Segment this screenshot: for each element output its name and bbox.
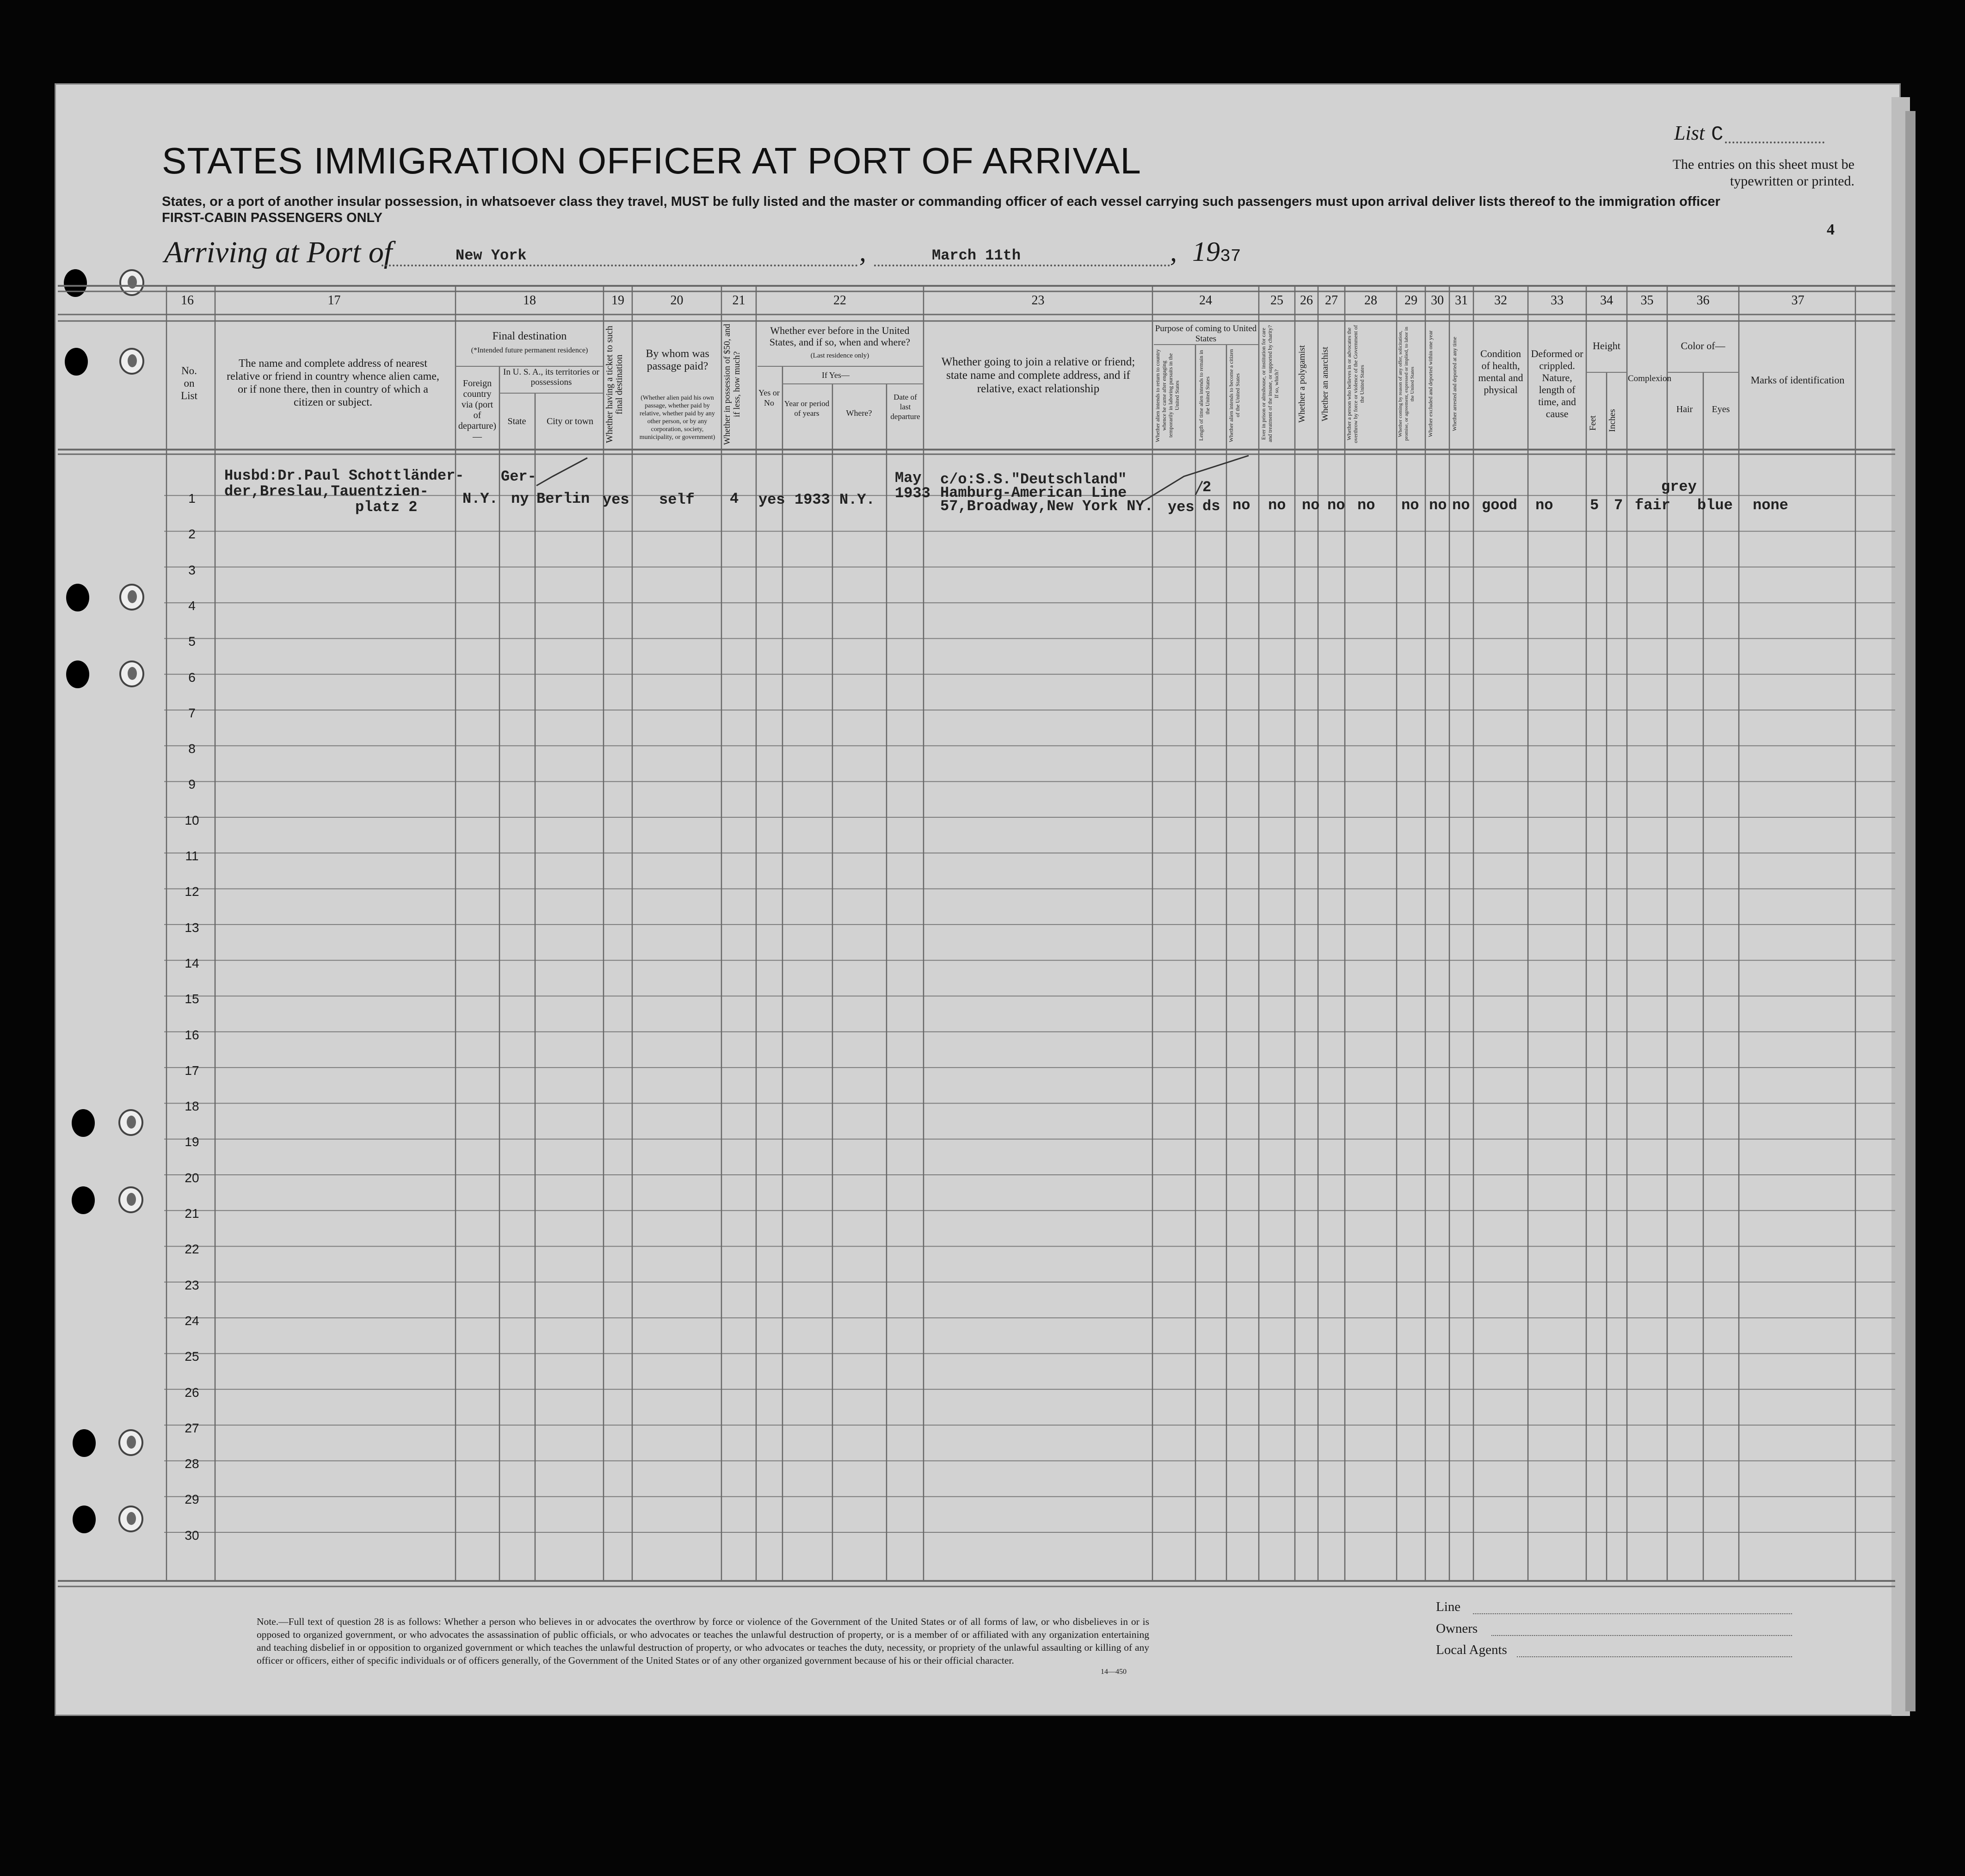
header-return-intent: Whether alien intends to return to country whence he came after engaging temporarily in laboring pursuits in the United States bbox=[1154, 349, 1180, 442]
row-number: 12 bbox=[185, 884, 199, 899]
agents-dotted-line bbox=[1517, 1656, 1792, 1657]
join-line-1: c/o:S.S."Deutschland" bbox=[940, 471, 1127, 488]
row-number: 8 bbox=[188, 741, 196, 756]
line-label: Line bbox=[1436, 1599, 1461, 1614]
join-line-2: Hamburg-American Line bbox=[940, 484, 1127, 501]
header-polygamist: Whether a polygamist bbox=[1297, 345, 1307, 423]
year-suffix: 37 bbox=[1220, 247, 1241, 266]
header-passage-note: (Whether alien paid his own passage, whether paid by relative, whether paid by any other person, or by any corporation, society, municipality, or government) bbox=[639, 395, 715, 441]
before-us-value: yes bbox=[758, 491, 785, 508]
departure-line-2: 1933 bbox=[895, 485, 930, 502]
relative-line-3: platz 2 bbox=[355, 499, 418, 516]
row-number: 28 bbox=[185, 1456, 199, 1471]
footnote: Note.—Full text of question 28 is as follows: Whether a person who believes in or advocates the overthrow by force or violence of the Government of the United States or of all forms of law, or who disbelieves in or is opposed to organized government, or who advocates the assassination of public officials, or who advocates or teaches the unlawful destruction of property, or is a member of or affiliated with any organization entertaining and teaching disbelief in or opposition to organized government or which teaches the unlawful destruction of property, or who advocates or teaches the duty, necessity, or propriety of the unlawful assaulting or killing of any officer or officers, either of specific individuals or of officers generally, of the Government of the United States or of any other organized government because of his or their official character. bbox=[257, 1616, 1149, 1666]
header-yes-or-no: Yes or No bbox=[758, 388, 780, 407]
header-excluded: Whether excluded and deported within one year bbox=[1427, 330, 1434, 438]
row-number: 10 bbox=[185, 813, 199, 827]
join-line-3: 57,Broadway,New York NY. bbox=[940, 498, 1153, 515]
header-in-usa: In U. S. A., its territories or possessions bbox=[503, 367, 599, 387]
excluded-value: no bbox=[1429, 497, 1447, 514]
column-number: 26 bbox=[1300, 293, 1313, 308]
arrival-port: New York bbox=[456, 247, 527, 264]
owners-dotted-line bbox=[1491, 1635, 1792, 1636]
header-labor-offer: Whether coming by reason of any offer, solicitation, promise, or agreement, expressed or implied, to labor in the United States bbox=[1398, 327, 1415, 441]
header-length-stay: Length of time alien intends to remain in the United States bbox=[1198, 350, 1211, 441]
column-number: 30 bbox=[1431, 293, 1444, 308]
column-number: 34 bbox=[1600, 293, 1613, 308]
feet-value: 5 bbox=[1590, 497, 1599, 514]
agents-label: Local Agents bbox=[1436, 1642, 1507, 1657]
header-anarchist: Whether an anarchist bbox=[1320, 346, 1330, 421]
row-number: 6 bbox=[188, 670, 196, 685]
header-final-destination-note: (*Intended future permanent residence) bbox=[471, 346, 588, 354]
row-number: 20 bbox=[185, 1170, 199, 1185]
ticket-value: yes bbox=[603, 491, 629, 508]
column-number: 24 bbox=[1199, 293, 1212, 308]
row-number: 16 bbox=[185, 1027, 199, 1042]
polygamist-value: no bbox=[1302, 497, 1320, 514]
row-number: 29 bbox=[185, 1492, 199, 1507]
anarchist-value: no bbox=[1327, 497, 1345, 514]
citizen-value: no bbox=[1232, 497, 1250, 514]
column-number: 21 bbox=[732, 293, 745, 308]
header-feet: Feet bbox=[1588, 415, 1598, 431]
header-before-us: Whether ever before in the United States, and if so, when and where? bbox=[769, 325, 911, 348]
row-number: 17 bbox=[185, 1063, 199, 1078]
header-complexion: Complexion bbox=[1628, 374, 1671, 383]
column-number: 37 bbox=[1791, 293, 1805, 308]
row-number: 9 bbox=[188, 777, 196, 792]
header-city: City or town bbox=[546, 416, 594, 426]
header-where: Where? bbox=[846, 408, 872, 418]
row-number: 13 bbox=[185, 920, 199, 935]
comma: , bbox=[1170, 236, 1177, 267]
row-number: 1 bbox=[188, 491, 196, 506]
row-number: 7 bbox=[188, 705, 196, 720]
column-number: 25 bbox=[1270, 293, 1283, 308]
header-year-period: Year or period of years bbox=[784, 399, 830, 418]
row-number: 25 bbox=[185, 1349, 199, 1364]
header-color-of: Color of— bbox=[1681, 340, 1725, 352]
column-number: 32 bbox=[1494, 293, 1507, 308]
column-number: 33 bbox=[1551, 293, 1564, 308]
where-value: N.Y. bbox=[839, 491, 875, 508]
header-fifty-dollars: Whether in possession of $50, and if less, how much? bbox=[722, 324, 742, 445]
column-number: 36 bbox=[1696, 293, 1710, 308]
comma: , bbox=[859, 236, 866, 267]
arriving-label: Arriving at Port of bbox=[164, 235, 393, 269]
header-citizen-intent: Whether alien intends to become a citizen of the United States bbox=[1228, 349, 1241, 442]
list-label: List bbox=[1674, 122, 1705, 144]
column-number: 16 bbox=[181, 293, 194, 308]
year-prefix: 19 bbox=[1192, 236, 1220, 267]
return-value: yes bbox=[1168, 499, 1195, 516]
header-prison: Ever in prison or almshouse, or institution for care and treatment of the insane, or supported by charity? If so, which? bbox=[1260, 325, 1280, 443]
column-number: 35 bbox=[1640, 293, 1654, 308]
header-overthrow: Whether a person who believes in or advocates the overthrow by force or violence of the Government of the United States bbox=[1346, 325, 1365, 443]
eyes-value: blue bbox=[1697, 497, 1733, 514]
marks-value: none bbox=[1753, 497, 1788, 514]
offer-value: no bbox=[1401, 497, 1419, 514]
column-number: 27 bbox=[1325, 293, 1338, 308]
row-number: 23 bbox=[185, 1277, 199, 1292]
header-height: Height bbox=[1593, 340, 1620, 352]
header-eyes: Eyes bbox=[1712, 404, 1730, 414]
row-number: 5 bbox=[188, 634, 196, 649]
row-number: 30 bbox=[185, 1528, 199, 1543]
header-inches: Inches bbox=[1608, 409, 1617, 432]
row-number: 14 bbox=[185, 956, 199, 970]
owners-label: Owners bbox=[1436, 1621, 1478, 1636]
column-number: 23 bbox=[1031, 293, 1045, 308]
page-title: STATES IMMIGRATION OFFICER AT PORT OF ARRIVAL bbox=[162, 140, 1141, 181]
prison-value: no bbox=[1268, 497, 1286, 514]
header-before-us-note: (Last residence only) bbox=[810, 352, 869, 359]
state-value-line-2: ny bbox=[511, 490, 529, 507]
subtitle-instructions: States, or a port of another insular possession, in whatsoever class they travel, MUST be fully listed and the master or commanding officer of each vessel carrying such passengers must upon arrival deliver lists thereof to the immigration officer bbox=[162, 194, 1720, 209]
column-number: 17 bbox=[327, 293, 341, 308]
header-state: State bbox=[507, 416, 526, 426]
year-value: 1933 bbox=[795, 491, 830, 508]
header-ticket: Whether having a ticket to such final destination bbox=[604, 326, 624, 443]
column-number: 19 bbox=[611, 293, 624, 308]
row-number: 19 bbox=[185, 1135, 199, 1149]
relative-line-1: Husbd:Dr.Paul Schottländer- bbox=[224, 467, 464, 484]
column-number: 29 bbox=[1404, 293, 1417, 308]
inches-value: 7 bbox=[1614, 497, 1623, 514]
row-number: 27 bbox=[185, 1420, 199, 1435]
header-no-on-list: No. on List bbox=[181, 365, 197, 401]
state-value-line-1: Ger- bbox=[501, 468, 536, 485]
header-marks: Marks of identification bbox=[1750, 374, 1845, 386]
header-deformed: Deformed or crippled. Nature, length of time, and cause bbox=[1531, 348, 1583, 420]
row-number: 18 bbox=[185, 1099, 199, 1114]
typing-note: The entries on this sheet must be typewritten or printed. bbox=[1672, 157, 1854, 189]
departure-line-1: May bbox=[895, 469, 922, 487]
length-line-2: ds bbox=[1202, 498, 1220, 515]
length-line-1: 2 bbox=[1202, 479, 1212, 496]
health-value: good bbox=[1482, 497, 1517, 514]
header-passage: By whom was passage paid? bbox=[646, 348, 709, 372]
header-if-yes: If Yes— bbox=[821, 370, 850, 380]
column-number: 18 bbox=[523, 293, 536, 308]
relative-line-2: der,Breslau,Tauentzien- bbox=[224, 483, 429, 500]
column-number: 20 bbox=[670, 293, 684, 308]
header-final-destination: Final destination bbox=[492, 330, 567, 342]
row-number: 2 bbox=[188, 527, 196, 542]
subtitle-class: FIRST-CABIN PASSENGERS ONLY bbox=[162, 210, 382, 225]
row-number: 11 bbox=[185, 849, 199, 863]
foreign-country-value: N.Y. bbox=[462, 490, 498, 507]
header-date-departure: Date of last departure bbox=[890, 393, 920, 421]
arrival-date: March 11th bbox=[932, 247, 1021, 264]
row-number: 22 bbox=[185, 1242, 199, 1257]
hair-value: grey bbox=[1661, 478, 1697, 495]
row-number: 4 bbox=[188, 598, 196, 613]
page-number: 4 bbox=[1827, 221, 1835, 238]
line-dotted-line bbox=[1473, 1613, 1792, 1614]
form-number: 14—450 bbox=[1101, 1668, 1127, 1676]
row-number: 3 bbox=[188, 562, 196, 577]
header-health: Condition of health, mental and physical bbox=[1478, 348, 1523, 395]
row-number: 26 bbox=[185, 1385, 199, 1400]
row-number: 24 bbox=[185, 1313, 199, 1328]
header-deported: Whether arrested and deported at any time bbox=[1451, 337, 1458, 431]
row-number: 21 bbox=[185, 1206, 199, 1221]
passage-value: self bbox=[659, 491, 695, 508]
row-number: 15 bbox=[185, 992, 199, 1006]
header-hair: Hair bbox=[1676, 404, 1693, 414]
money-value: 4 bbox=[730, 490, 739, 507]
complexion-value: fair bbox=[1635, 497, 1670, 514]
city-value: Berlin bbox=[536, 490, 590, 507]
column-number: 28 bbox=[1364, 293, 1377, 308]
header-join-relative: Whether going to join a relative or friend; state name and complete address, and if relative, exact relationship bbox=[941, 356, 1135, 395]
header-purpose: Purpose of coming to United States bbox=[1155, 324, 1257, 344]
header-relative: The name and complete address of nearest relative or friend in country whence alien came, or if none there, then in country of which a citizen or subject. bbox=[227, 358, 439, 408]
column-number: 22 bbox=[833, 293, 846, 308]
deformed-value: no bbox=[1535, 497, 1553, 514]
column-number: 31 bbox=[1455, 293, 1468, 308]
overthrow-value: no bbox=[1357, 497, 1375, 514]
list-value: C bbox=[1711, 123, 1724, 146]
header-foreign-country: Foreign country via (port of departure)— bbox=[458, 378, 497, 442]
deported-value: no bbox=[1452, 497, 1470, 514]
